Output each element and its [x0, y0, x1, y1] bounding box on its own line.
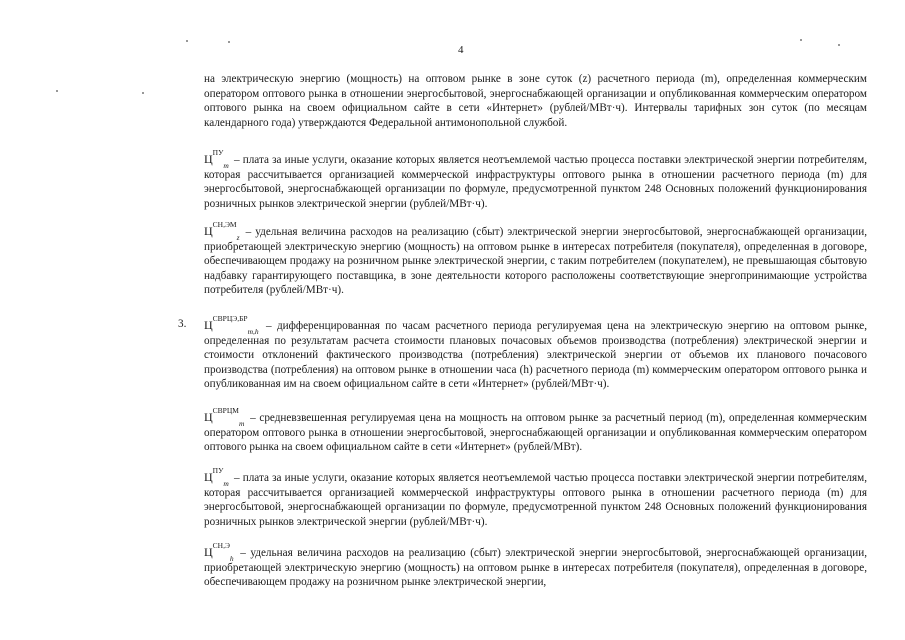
definition-text: – дифференцированная по часам расчетного периода регулируемая цена на электрическую энергию на оптовом рынке, определенная по результатам расчета стоимости плановых почасовых объемов производства (потребления) электрической энергии и стоимости отклонений фактического производства (потребления) электрической энергии от объемов их планового почасового производства (потребления) на оптовом рынке в отношении часа (h) расчетного периода (m) коммерческим оператором оптового рынка и опубликованная им на своем официальном сайте в сети «Интернет» (рублей/МВт·ч). — [204, 320, 867, 391]
formula-symbol: $Ц^{СН,ЭМ}_z$ — [204, 220, 240, 243]
scan-speck — [838, 44, 840, 46]
definition-sales-cost-zone — [204, 220, 867, 298]
item-number: 3. — [178, 318, 187, 330]
formula-symbol: $Ц^{СВРЦЭ,БР}_{m,h}$ — [204, 314, 259, 337]
scan-speck — [800, 39, 802, 41]
scan-speck — [228, 41, 230, 43]
definition-sales-cost-hour — [204, 541, 867, 590]
formula-symbol: $Ц^{ПУ}_m$ — [204, 466, 229, 489]
definition-text: – плата за иные услуги, оказание которых является неотъемлемой частью процесса поставки электрической энергии потребителям, которая рассчитывается организацией коммерческой инфраструктуры оптового рынка в отношении расчетного периода (m) для энергосбытовой, энергоснабжающей организации по формуле, предусмотренной пунктом 248 Основных положений функционирования розничных рынков электрической энергии (рублей/МВт·ч). — [204, 154, 867, 210]
scan-speck — [186, 40, 188, 42]
formula-symbol: $Ц^{СН,Э}_h$ — [204, 541, 234, 564]
formula-symbol: $Ц^{СВРЦМ}_m$ — [204, 406, 245, 429]
definition-text: – удельная величина расходов на реализацию (сбыт) электрической энергии энергосбытовой, энергоснабжающей организации, приобретающей электрическую энергию (мощность) на оптовом рынке в интересах потребителя (покупателя), определенная в договоре, обеспечивающем продажу на розничном рынке электрической энергии, — [204, 547, 867, 589]
paragraph-text: на электрическую энергию (мощность) на оптовом рынке в зоне суток (z) расчетного периода (m), определенная коммерческим оператором оптового рынка в отношении энергосбытовой, энергоснабжающей организации и опубликованная коммерческим оператором оптового рынка на своем официальном сайте в сети «Интернет» (рублей/МВт·ч). Интервалы тарифных зон суток (по месяцам календарного года) утверждаются Федеральной антимонопольной службой. — [204, 73, 867, 129]
definition-text: – удельная величина расходов на реализацию (сбыт) электрической энергии энергосбытовой, энергоснабжающей организации, приобретающей электрическую энергию (мощность) на оптовом рынке в интересах потребителя (покупателя), определенная в договоре, обеспечивающем продажу на розничном рынке электрической энергии, с таким потребителем (покупателем), не превышающая сбытовую надбавку гарантирующего поставщика, в зоне деятельности которого расположены соответствующие энергопринимающие устройства потребителя (рублей/МВт·ч). — [204, 226, 867, 297]
page-number: 4 — [458, 44, 464, 56]
scan-speck — [56, 90, 58, 92]
definition-other-services-fee — [204, 148, 867, 211]
definition-capacity-price — [204, 406, 867, 455]
definition-other-services-fee-2 — [204, 466, 867, 529]
formula-symbol: $Ц^{ПУ}_m$ — [204, 148, 229, 171]
paragraph-price-zone-continuation — [204, 72, 867, 130]
definition-text: – плата за иные услуги, оказание которых является неотъемлемой частью процесса поставки электрической энергии потребителям, которая рассчитывается организацией коммерческой инфраструктуры оптового рынка в отношении расчетного периода (m) для энергосбытовой, энергоснабжающей организации по формуле, предусмотренной пунктом 248 Основных положений функционирования розничных рынков электрической энергии (рублей/МВт·ч). — [204, 472, 867, 528]
scan-speck — [142, 92, 144, 94]
definition-text: – средневзвешенная регулируемая цена на мощность на оптовом рынке за расчетный период (m), определенная коммерческим оператором оптового рынка в отношении энергосбытовой, энергоснабжающей организации и опубликованная коммерческим оператором оптового рынка на своем официальном сайте в сети «Интернет» (рублей/МВт). — [204, 412, 867, 454]
definition-hourly-regulated-price — [204, 314, 867, 392]
